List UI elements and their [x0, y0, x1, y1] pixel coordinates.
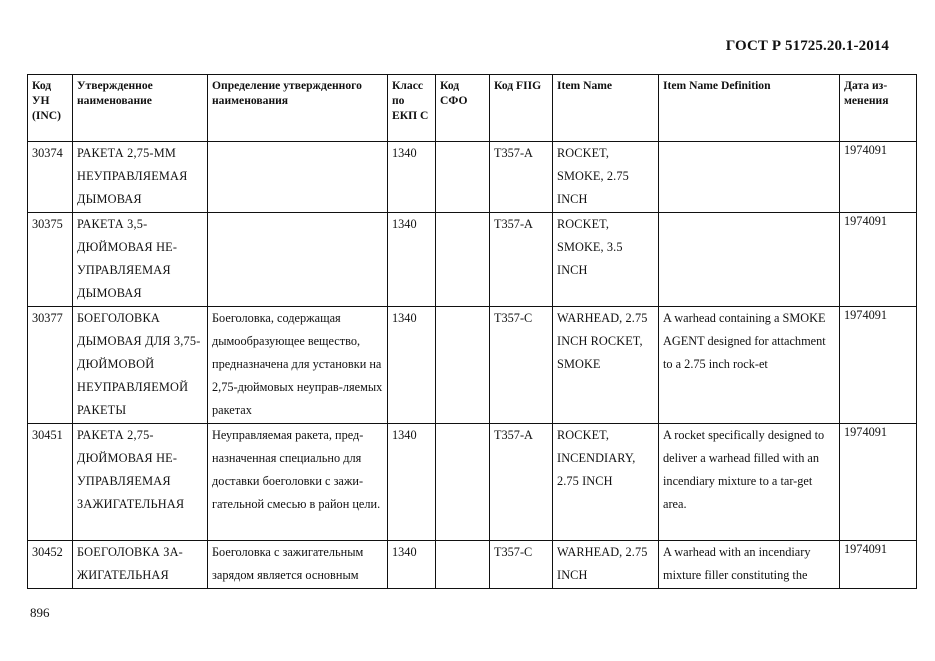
cell-approved-name: РАКЕТА 2,75-ДЮЙМОВАЯ НЕ-УПРАВЛЯЕМАЯ ЗАЖИГАТЕЛЬНАЯ: [73, 424, 208, 541]
cell-code: 30374: [28, 142, 73, 213]
cell-sfo: [436, 541, 490, 589]
cell-change-date: 1974091: [840, 142, 917, 213]
cell-code: 30452: [28, 541, 73, 589]
cell-fiig: T357-C: [490, 541, 553, 589]
nomenclature-table: [27, 74, 917, 589]
cell-approved-name: БОЕГОЛОВКА ДЫМОВАЯ ДЛЯ 3,75-ДЮЙМОВОЙ НЕУПРАВЛЯЕМОЙ РАКЕТЫ: [73, 307, 208, 424]
cell-sfo: [436, 424, 490, 541]
cell-definition: [208, 142, 388, 213]
cell-class: 1340: [388, 541, 436, 589]
cell-item-definition: [659, 213, 840, 307]
cell-item-definition: A rocket specifically designed to deliver a warhead filled with an incendiary mixture to a tar-get area.: [659, 424, 840, 541]
column-header-fiig: Код FIIG: [490, 75, 553, 142]
cell-definition: Неуправляемая ракета, пред-назначенная специально для доставки боеголовки с зажи-гательной смесью в район цели.: [208, 424, 388, 541]
cell-class: 1340: [388, 213, 436, 307]
cell-change-date: 1974091: [840, 213, 917, 307]
cell-approved-name: БОЕГОЛОВКА ЗА-ЖИГАТЕЛЬНАЯ: [73, 541, 208, 589]
table-row: [28, 307, 917, 424]
cell-item-name: ROCKET, SMOKE, 3.5 INCH: [553, 213, 659, 307]
cell-class: 1340: [388, 424, 436, 541]
cell-change-date: 1974091: [840, 541, 917, 589]
cell-fiig: T357-A: [490, 213, 553, 307]
cell-change-date: 1974091: [840, 307, 917, 424]
cell-class: 1340: [388, 142, 436, 213]
column-header-change-date: Дата из-менения: [840, 75, 917, 142]
table-row: [28, 541, 917, 589]
cell-fiig: T357-A: [490, 424, 553, 541]
column-header-approved-name: Утвержденное наименование: [73, 75, 208, 142]
cell-sfo: [436, 142, 490, 213]
cell-item-name: WARHEAD, 2.75 INCH ROCKET, SMOKE: [553, 307, 659, 424]
column-header-sfo: Код СФО: [436, 75, 490, 142]
cell-item-definition: [659, 142, 840, 213]
cell-item-name: ROCKET, SMOKE, 2.75 INCH: [553, 142, 659, 213]
page-number: 896: [30, 605, 50, 620]
table-header-row: [28, 75, 917, 142]
cell-fiig: T357-C: [490, 307, 553, 424]
cell-approved-name: РАКЕТА 2,75-ММ НЕУПРАВЛЯЕМАЯ ДЫМОВАЯ: [73, 142, 208, 213]
cell-definition: [208, 213, 388, 307]
cell-code: 30375: [28, 213, 73, 307]
cell-item-name: ROCKET, INCENDIARY, 2.75 INCH: [553, 424, 659, 541]
column-header-item-name: Item Name: [553, 75, 659, 142]
cell-item-definition: A warhead with an incendiary mixture filler constituting the: [659, 541, 840, 589]
cell-item-definition: A warhead containing a SMOKE AGENT designed for attachment to a 2.75 inch rock-et: [659, 307, 840, 424]
cell-definition: Боеголовка, содержащая дымообразующее вещество, предназначена для установки на 2,75-дюймовых неуправ-ляемых ракетах: [208, 307, 388, 424]
cell-code: 30377: [28, 307, 73, 424]
table-row: [28, 424, 917, 541]
column-header-item-definition: Item Name Definition: [659, 75, 840, 142]
column-header-class: Класс по ЕКП С: [388, 75, 436, 142]
table-row: [28, 142, 917, 213]
cell-code: 30451: [28, 424, 73, 541]
cell-sfo: [436, 213, 490, 307]
column-header-code: Код УН (INC): [28, 75, 73, 142]
cell-fiig: T357-A: [490, 142, 553, 213]
cell-definition: Боеголовка с зажигательным зарядом является основным: [208, 541, 388, 589]
cell-sfo: [436, 307, 490, 424]
cell-class: 1340: [388, 307, 436, 424]
column-header-definition: Определение утвержденного наименования: [208, 75, 388, 142]
table-row: [28, 213, 917, 307]
cell-item-name: WARHEAD, 2.75 INCH: [553, 541, 659, 589]
cell-approved-name: РАКЕТА 3,5-ДЮЙМОВАЯ НЕ-УПРАВЛЯЕМАЯ ДЫМОВАЯ: [73, 213, 208, 307]
cell-change-date: 1974091: [840, 424, 917, 541]
document-standard-header: ГОСТ Р 51725.20.1-2014: [725, 38, 889, 54]
